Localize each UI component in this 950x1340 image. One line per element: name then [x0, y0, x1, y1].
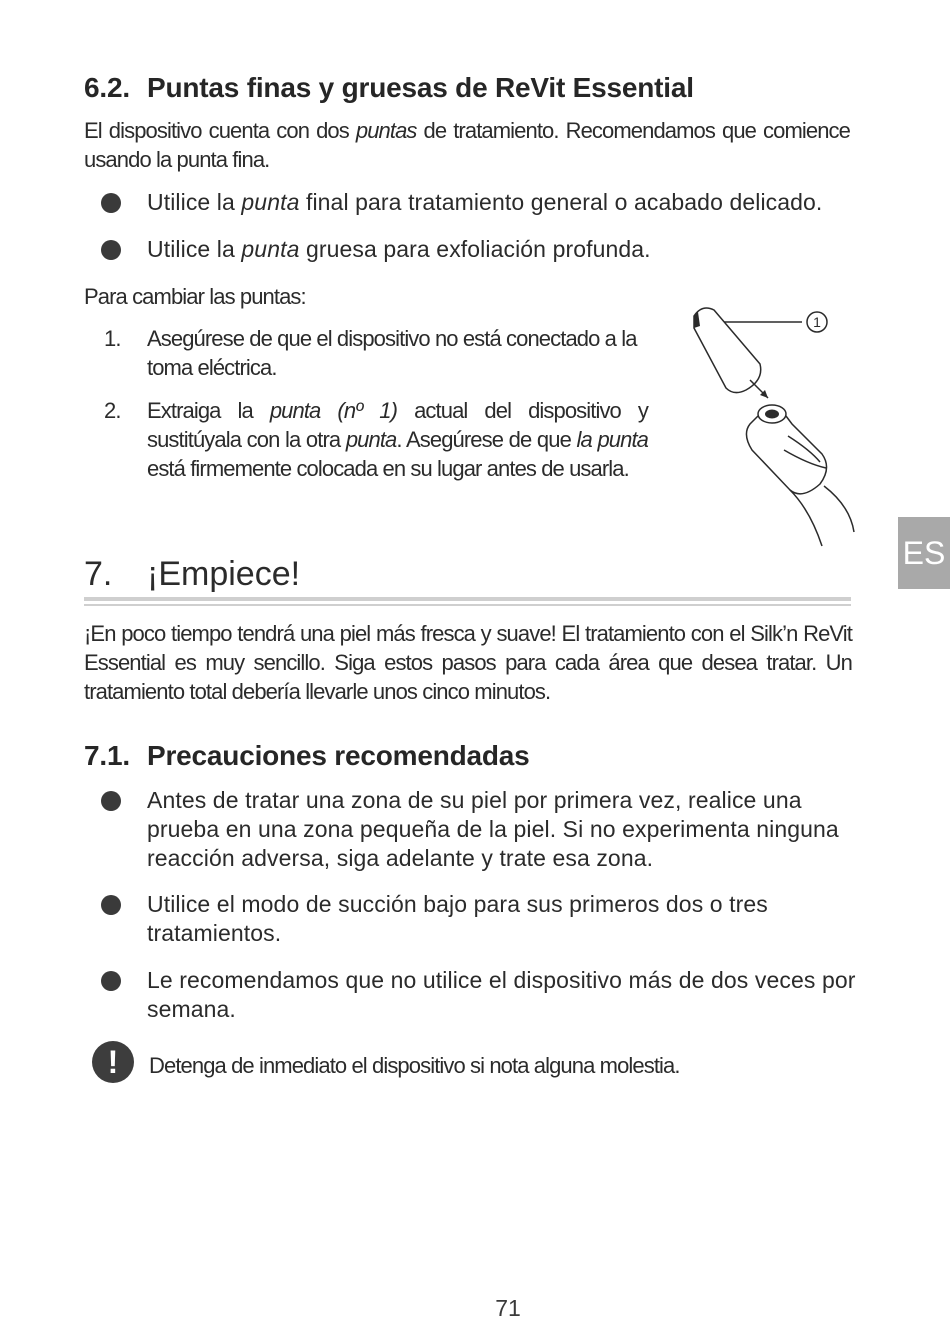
bullet-icon [101, 971, 121, 991]
step-number: 2. [104, 398, 121, 423]
exclamation-icon: ! [92, 1041, 134, 1083]
list-item: Antes de tratar una zona de su piel por primera vez, realice una prueba en una zona pequeña de la piel. Si no experimenta ninguna reacción adversa, siga adelante y trate esa zona. [147, 787, 839, 871]
callout-number: 1 [813, 314, 821, 330]
list-item: Utilice el modo de succión bajo para sus primeros dos o tres tratamientos. [147, 891, 768, 946]
section-title: Precauciones recomendadas [147, 740, 530, 771]
change-tips-label: Para cambiar las puntas: [84, 284, 306, 309]
heading-rule [84, 597, 851, 601]
section-number: 6.2. [84, 72, 130, 103]
step-text: Extraiga la punta (nº 1) actual del dispositivo y sustitúyala con la otra punta. Asegúrese de que la punta está firmemente colocada en su lugar antes de usarla. [147, 398, 649, 481]
list-item: Utilice la punta final para tratamiento general o acabado delicado. [147, 189, 823, 215]
section-number: 7.1. [84, 740, 130, 771]
intro-paragraph: El dispositivo cuenta con dos puntas de tratamiento. Recomendamos que comience usando la punta fina. [84, 118, 850, 172]
nozzle-hole [765, 410, 779, 419]
language-tab: ES [898, 517, 950, 589]
section-title: Puntas finas y gruesas de ReVit Essential [147, 72, 694, 103]
section-7-paragraph: ¡En poco tiempo tendrá una piel más fresca y suave! El tratamiento con el Silk’n ReVit Essential es muy sencillo. Siga estos pasos para cada área que desea tratar. Un tratamiento total debería llevarle unos cinco minutos. [84, 621, 852, 704]
section-6-2-heading [84, 72, 864, 104]
bullet-icon [101, 791, 121, 811]
section-7-heading [84, 555, 300, 594]
tip-replacement-illustration [680, 300, 865, 550]
heading-rule [84, 604, 851, 606]
section-number: 7. [84, 555, 113, 593]
page-number: 71 [495, 1295, 521, 1321]
bullet-icon [101, 240, 121, 260]
list-item: Utilice la punta gruesa para exfoliación profunda. [147, 236, 651, 262]
step-number: 1. [104, 326, 121, 351]
section-7-1-heading [84, 740, 530, 772]
step-text: Asegúrese de que el dispositivo no está conectado a la toma eléctrica. [147, 326, 637, 380]
section-title: ¡Empiece! [147, 555, 301, 593]
bullet-icon [101, 193, 121, 213]
bullet-icon [101, 895, 121, 915]
warning-text: Detenga de inmediato el dispositivo si nota alguna molestia. [149, 1053, 680, 1078]
list-item: Le recomendamos que no utilice el dispositivo más de dos veces por semana. [147, 967, 856, 1022]
